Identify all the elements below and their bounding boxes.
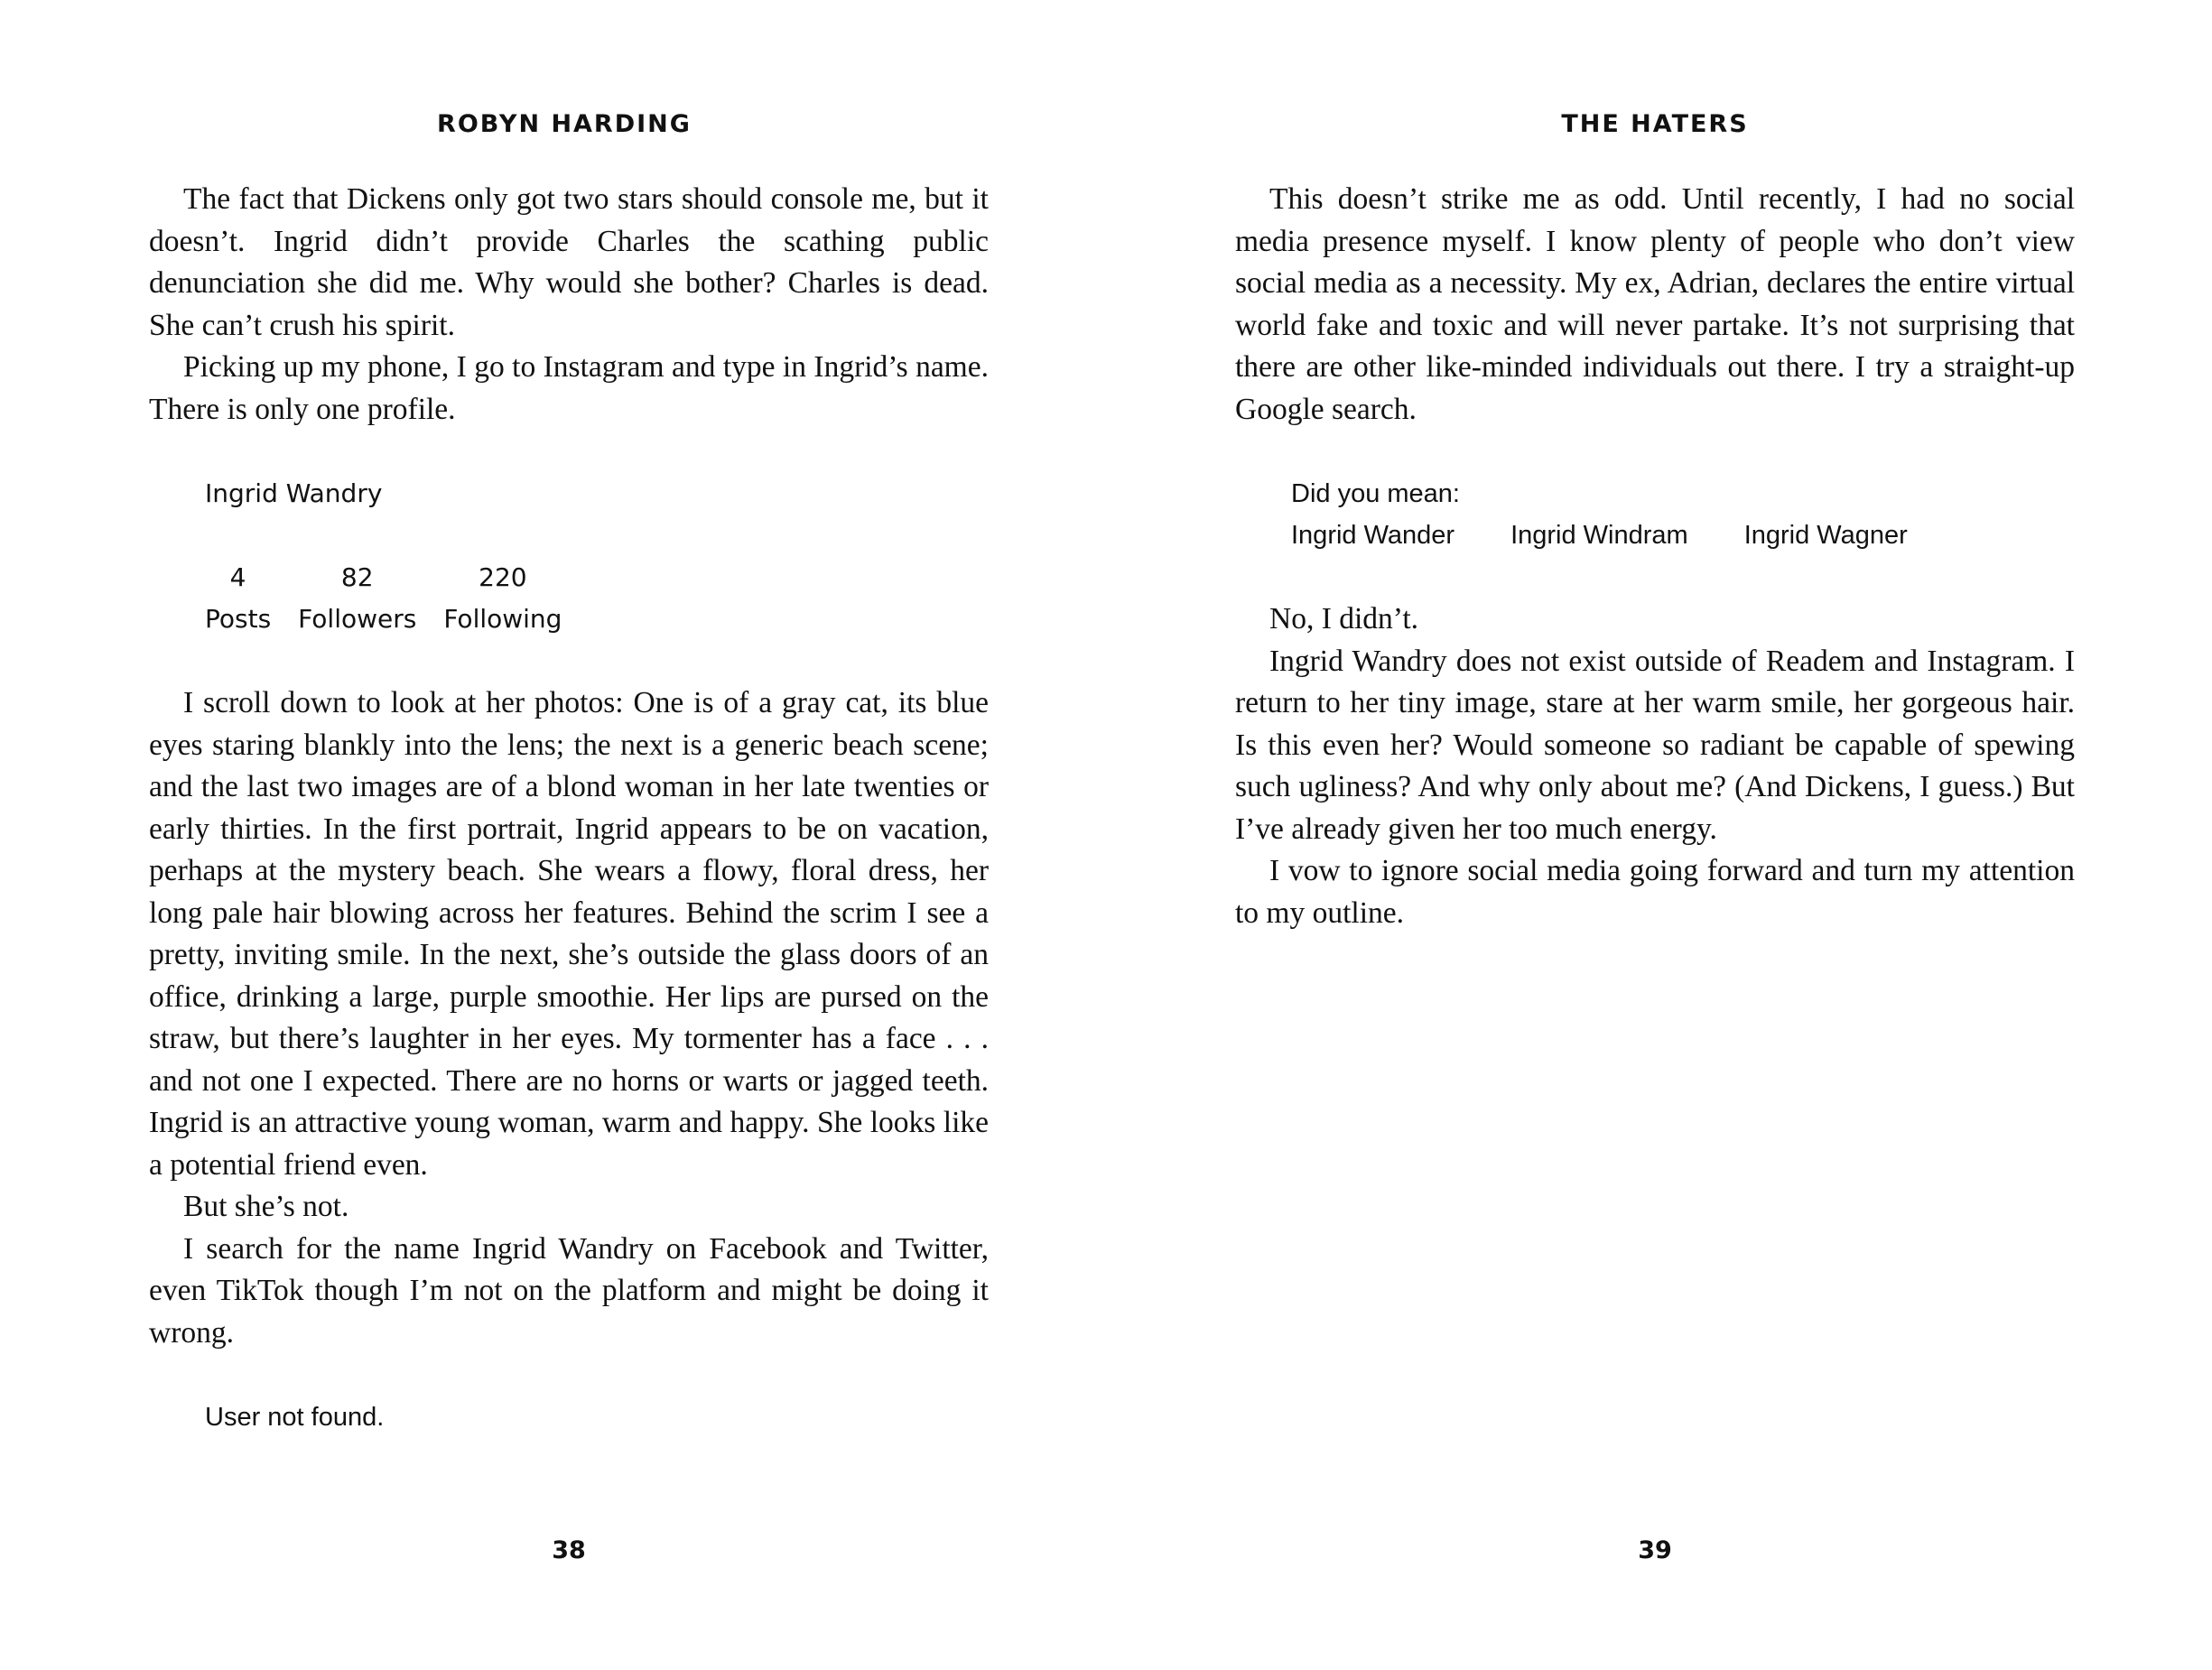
paragraph: Picking up my phone, I go to Instagram and type in Ingrid’s name. There is only one profile. [149,350,989,426]
stat-followers-label: Followers [298,604,417,634]
did-you-mean-label: Did you mean: [1291,478,1460,508]
stat-followers [298,557,416,641]
left-body-text [149,179,989,1438]
paragraph: This doesn’t strike me as odd. Until recently, I had no social media presence myself. I know plenty of people who don’t view social media as a necessity. My ex, Adrian, declares the entire virtual world fake and toxic and will never partake. It’s not surprising that there are other like-minded individuals out there. I try a straight-up Google search. [1235,182,2075,426]
paragraph: No, I didn’t. [1269,602,1419,636]
paragraph: I scroll down to look at her photos: One is of a gray cat, its blue eyes staring blankly into the lens; the next is a generic beach scene; and the last two images are of a blond woman in her late twenties or early thirties. In the first portrait, Ingrid appears to be on vacation, perhaps at the mystery beach. She wears a flowy, floral dress, her long pale hair blowing across her features. Behind the scrim I see a pretty, inviting smile. In the next, she’s outside the glass doors of an office, drinking a large, purple smoothie. Her lips are pursed on the straw, but there’s laughter in her eyes. My tormenter has a face . . . and not one I expected. There are no horns or warts or jagged teeth. Ingrid is an attractive young woman, warm and happy. She looks like a potential friend even. [149,686,989,1182]
suggestion-link[interactable]: Ingrid Wagner [1743,521,1908,550]
stat-posts [205,557,271,641]
profile-name: Ingrid Wandry [205,478,383,508]
stat-posts-count: 4 [229,561,246,592]
suggestion-link[interactable]: Ingrid Windram [1510,521,1688,550]
right-body-text [1235,179,2075,934]
paragraph: But she’s not. [183,1190,349,1223]
page-number: 38 [552,1536,586,1564]
stat-following [443,557,562,641]
stat-posts-label: Posts [205,604,272,634]
right-page [1106,0,2212,1670]
page-number: 39 [1638,1536,1672,1564]
stat-followers-count: 82 [340,561,374,592]
instagram-profile [205,473,989,641]
stat-following-count: 220 [479,561,527,592]
suggestion-link[interactable]: Ingrid Wander [1291,521,1455,550]
profile-stats [205,557,989,641]
paragraph: The fact that Dickens only got two stars should console me, but it doesn’t. Ingrid didn’t provide Charles the scathing public denunciation she did me. Why would she bother? Charles is dead. She can’t crush his spirit. [149,182,989,342]
stat-following-label: Following [443,604,562,634]
running-head-title: THE HATERS [1561,110,1749,138]
search-result-message: User not found. [205,1402,385,1432]
running-head-author: ROBYN HARDING [437,110,692,138]
paragraph: I search for the name Ingrid Wandry on Facebook and Twitter, even TikTok though I’m not on the platform and might be doing it wrong. [149,1231,989,1350]
google-did-you-mean [1291,473,2075,557]
suggestion-list [1291,515,2075,557]
paragraph: Ingrid Wandry does not exist outside of Readem and Instagram. I return to her tiny image, stare at her warm smile, her gorgeous hair. Is this even her? Would someone so radiant be capable of spewing such ugliness? And why only about me? (And Dickens, I guess.) But I’ve already given her too much energy. [1235,644,2075,846]
paragraph: I vow to ignore social media going forward and turn my attention to my outline. [1235,854,2075,930]
